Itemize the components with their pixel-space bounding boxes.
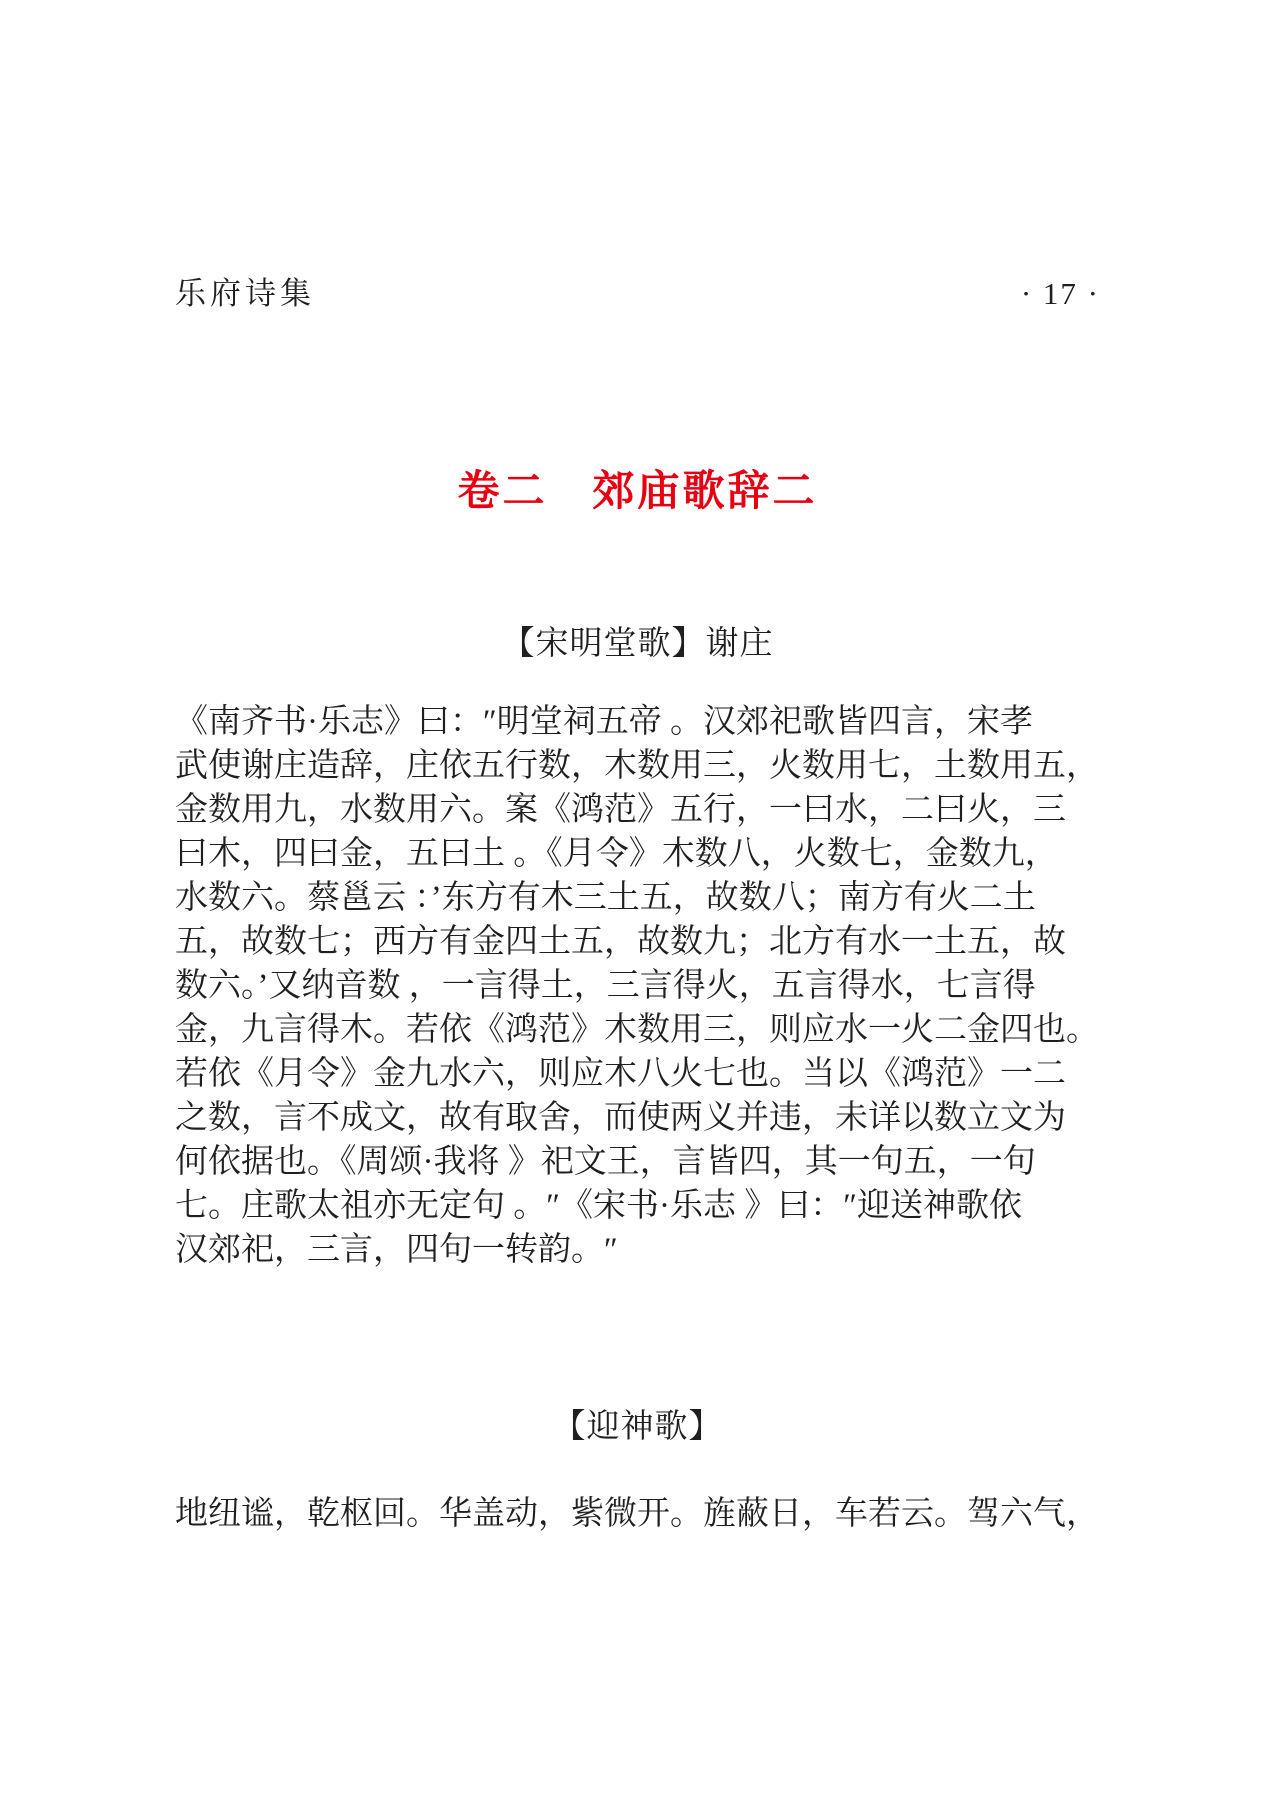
preface-text-line: 曰木，四曰金，五曰土 。《月令》木数八，火数七，金数九， xyxy=(175,836,1058,872)
preface-text-line: 金，九言得木。若依《鸿范》木数用三，则应水一火二金四也。 xyxy=(175,1012,1099,1048)
preface-text-line: 武使谢庄造辞，庄依五行数，木数用三，火数用七，土数用五， xyxy=(175,748,1099,784)
preface-text-line: 金数用九，水数用六。案《鸿范》五行，一曰水，二曰火，三 xyxy=(175,792,1066,828)
preface-text-line: 何依据也。《周颂·我将 》祀文王，言皆四，其一句五，一句 xyxy=(175,1144,1036,1180)
song-preface-paragraph xyxy=(175,700,1115,1272)
poem-first-line: 地纽谧，乾枢回。华盖动，紫微开。旌蔽日，车若云。驾六气， xyxy=(175,1496,1099,1532)
preface-text-line: 《南齐书·乐志》曰：″明堂祠五帝 。汉郊祀歌皆四言，宋孝 xyxy=(175,704,1033,740)
poem-section-heading: 【迎神歌】 xyxy=(552,1409,723,1445)
running-head-book-title: 乐府诗集 xyxy=(175,276,315,311)
preface-text-line: 五，故数七；西方有金四土五，故数九；北方有水一土五，故 xyxy=(175,924,1066,960)
preface-text-line: 之数，言不成文，故有取舍，而使两义并违，未详以数立文为 xyxy=(175,1100,1066,1136)
preface-text-line: 水数六。蔡邕云 ：’东方有木三土五，故数八；南方有火二土 xyxy=(175,880,1036,916)
page-header xyxy=(175,268,1100,313)
preface-text-line: 七。庄歌太祖亦无定句 。″《宋书·乐志 》曰：″迎送神歌依 xyxy=(175,1188,1022,1224)
chapter-title: 卷二 郊庙歌辞二 xyxy=(457,467,818,514)
preface-text-line: 数六。’又纳音数 ，一言得土，三言得火，五言得水，七言得 xyxy=(175,968,1036,1004)
song-section-heading: 【宋明堂歌】谢庄 xyxy=(501,626,774,662)
page-number: · 17 · xyxy=(1020,276,1100,311)
preface-text-line: 汉郊祀，三言，四句一转韵。″ xyxy=(175,1232,618,1268)
preface-text-line: 若依《月令》金九水六，则应木八火七也。当以《鸿范》一二 xyxy=(175,1056,1066,1092)
